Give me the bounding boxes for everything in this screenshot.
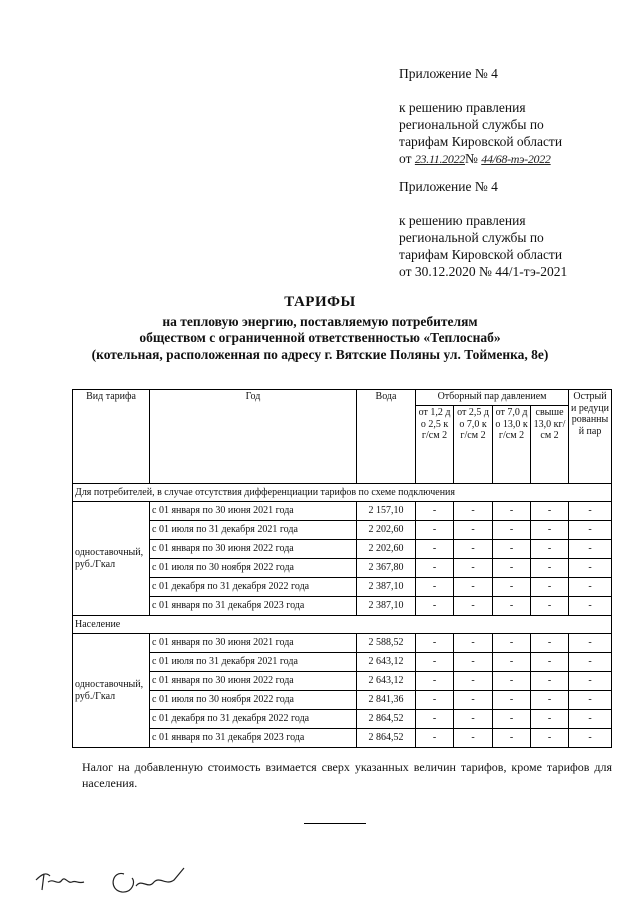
water-value: 2 643,12 [357,653,416,672]
decision-line-2: региональной службы по [399,230,544,245]
dash-cell: - [454,559,493,578]
decision-date-number: от 30.12.2020 № 44/1-тэ-2021 [399,264,568,279]
water-value: 2 864,52 [357,729,416,748]
dash-cell: - [454,710,493,729]
handwritten-date: 23.11.2022 [414,152,465,166]
water-value: 2 157,10 [357,502,416,521]
dash-cell: - [531,710,569,729]
dash-cell: - [454,634,493,653]
dash-cell: - [569,597,612,616]
document-title: ТАРИФЫ [284,294,356,310]
dash-cell: - [416,710,454,729]
period-cell: с 01 января по 30 июня 2022 года [150,540,357,559]
dash-cell: - [569,521,612,540]
appendix-block-original [399,178,567,280]
header-steam-4: свыше 13,0 кг/см 2 [531,406,569,484]
header-tariff-type: Вид тарифа [73,390,150,484]
dash-cell: - [531,559,569,578]
water-value: 2 643,12 [357,672,416,691]
dash-cell: - [454,653,493,672]
dash-cell: - [569,672,612,691]
dash-cell: - [416,502,454,521]
dash-cell: - [454,578,493,597]
dash-cell: - [416,691,454,710]
table-row [73,521,612,540]
period-cell: с 01 января по 31 декабря 2023 года [150,729,357,748]
header-steam-3: от 7,0 до 13,0 кг/см 2 [493,406,531,484]
dash-cell: - [531,597,569,616]
dash-cell: - [454,540,493,559]
water-value: 2 387,10 [357,597,416,616]
dash-cell: - [569,729,612,748]
header-steam-2: от 2,5 до 7,0 кг/см 2 [454,406,493,484]
dash-cell: - [416,597,454,616]
dash-cell: - [493,729,531,748]
dash-cell: - [569,710,612,729]
period-cell: с 01 января по 30 июня 2021 года [150,502,357,521]
dash-cell: - [416,672,454,691]
appendix-label: Приложение № 4 [399,179,498,194]
decision-line-3: тарифам Кировской области [399,134,563,149]
tariff-type-label: одноставочный, руб./Гкал [73,502,150,616]
tariff-table [72,389,612,748]
dash-cell: - [569,653,612,672]
dash-cell: - [416,634,454,653]
dash-cell: - [454,502,493,521]
water-value: 2 864,52 [357,710,416,729]
handwritten-signature [32,860,212,900]
period-cell: с 01 января по 30 июня 2021 года [150,634,357,653]
dash-cell: - [454,729,493,748]
dash-cell: - [493,597,531,616]
dash-cell: - [416,578,454,597]
dash-cell: - [493,521,531,540]
period-cell: с 01 января по 31 декабря 2023 года [150,597,357,616]
period-cell: с 01 января по 30 июня 2022 года [150,672,357,691]
number-sign: № [464,151,478,166]
appendix-label: Приложение № 4 [399,66,498,81]
header-sharp-steam: Острый и редуцированный пар [569,390,612,484]
appendix-block-current [399,65,562,168]
water-value: 2 202,60 [357,521,416,540]
period-cell: с 01 июля по 31 декабря 2021 года [150,653,357,672]
section-population: Население [73,616,612,634]
dash-cell: - [493,672,531,691]
period-cell: с 01 июля по 30 ноября 2022 года [150,559,357,578]
decision-line-1: к решению правления [399,100,526,115]
dash-cell: - [416,540,454,559]
table-row [73,597,612,616]
table-row [73,559,612,578]
period-cell: с 01 декабря по 31 декабря 2022 года [150,578,357,597]
dash-cell: - [493,653,531,672]
table-row [73,634,612,653]
divider-line [304,823,366,824]
dash-cell: - [531,691,569,710]
table-row [73,691,612,710]
date-prefix: от [399,151,412,166]
dash-cell: - [493,540,531,559]
dash-cell: - [416,559,454,578]
water-value: 2 367,80 [357,559,416,578]
decision-line-2: региональной службы по [399,117,544,132]
section-consumers: Для потребителей, в случае отсутствия дифференциации тарифов по схеме подключения [73,484,612,502]
table-row [73,672,612,691]
period-cell: с 01 июля по 31 декабря 2021 года [150,521,357,540]
title-line-3: обществом с ограниченной ответственностью «Теплоснаб» [139,330,501,345]
water-value: 2 202,60 [357,540,416,559]
vat-footnote: Налог на добавленную стоимость взимается сверх указанных величин тарифов, кроме тарифов для населения. [82,760,612,790]
decision-date-number [399,150,562,168]
dash-cell: - [569,578,612,597]
table-row [73,729,612,748]
header-steam-1: от 1,2 до 2,5 кг/см 2 [416,406,454,484]
header-water: Вода [357,390,416,484]
period-cell: с 01 июля по 30 ноября 2022 года [150,691,357,710]
header-steam-group: Отборный пар давлением [416,390,569,406]
dash-cell: - [531,653,569,672]
dash-cell: - [531,540,569,559]
decision-line-3: тарифам Кировской области [399,247,563,262]
table-row [73,540,612,559]
table-row [73,710,612,729]
water-value: 2 588,52 [357,634,416,653]
table-row [73,653,612,672]
dash-cell: - [493,691,531,710]
period-cell: с 01 декабря по 31 декабря 2022 года [150,710,357,729]
decision-line-1: к решению правления [399,213,526,228]
dash-cell: - [454,691,493,710]
dash-cell: - [493,502,531,521]
dash-cell: - [531,502,569,521]
dash-cell: - [454,672,493,691]
dash-cell: - [569,691,612,710]
dash-cell: - [454,597,493,616]
dash-cell: - [454,521,493,540]
dash-cell: - [493,634,531,653]
dash-cell: - [569,559,612,578]
dash-cell: - [531,729,569,748]
tariff-type-label: одноставочный, руб./Гкал [73,634,150,748]
dash-cell: - [531,521,569,540]
dash-cell: - [569,540,612,559]
title-line-2: на тепловую энергию, поставляемую потребителям [162,314,478,329]
table-row [73,502,612,521]
handwritten-number: 44/68-тэ-2022 [481,152,551,166]
dash-cell: - [493,710,531,729]
dash-cell: - [569,502,612,521]
water-value: 2 841,36 [357,691,416,710]
water-value: 2 387,10 [357,578,416,597]
dash-cell: - [416,653,454,672]
dash-cell: - [493,559,531,578]
dash-cell: - [416,521,454,540]
dash-cell: - [531,634,569,653]
title-line-4: (котельная, расположенная по адресу г. Вятские Поляны ул. Тойменка, 8е) [91,347,549,362]
header-year: Год [150,390,357,484]
table-row [73,578,612,597]
dash-cell: - [493,578,531,597]
dash-cell: - [531,672,569,691]
dash-cell: - [569,634,612,653]
dash-cell: - [531,578,569,597]
dash-cell: - [416,729,454,748]
